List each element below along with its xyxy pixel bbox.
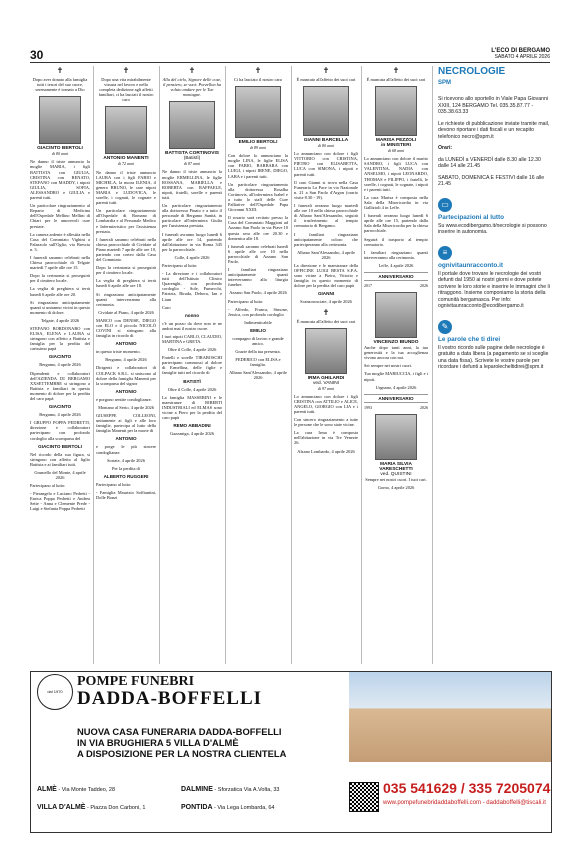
name-highlight: EMILIO [250,327,266,333]
text: I familiari ringraziano anticipatamente coloro che parteciperanno alla cerimonia. [294,231,358,247]
deceased-age: di 80 anni [51,151,69,157]
name-highlight: GIACINTO [48,354,72,360]
ad-brand-line2: DADDA-BOFFELLI [77,688,263,709]
portrait-photo [375,292,417,338]
text: I funerali saranno celebrati nella Chiesa parrocchiale di Telgate martedì 7 aprile alle ore 15. [30,254,90,271]
text: La cara Marisa è composta nella Sala della Misericordia in via Gallizioli 4 in Leffe. [364,194,428,211]
masthead [491,48,550,60]
text: I funerali avranno luogo lunedì 6 aprile alle ore 14, partendo dall'abitazione in via Roma 345 per la parrocchiale. [162,231,222,252]
name-highlight: ANTONIO [115,341,137,347]
obituary-column-6 [364,66,428,664]
portrait-photo [105,106,147,154]
name-highlight: GIACINTO [48,404,72,410]
place-date: Azzano San Paolo, 4 aprile 2026 [229,290,287,296]
building-photo [349,672,551,762]
cross-icon: ✝ [188,66,196,75]
text: Anche dopo tanti anni, la tua generosità e la tua accoglienza vivono ancora con noi. [364,345,428,361]
text: Dopo la cerimonia si proseguirà per il cimitero locale. [30,273,90,284]
portrait-photo [169,101,215,149]
branch-town: DALMINE [181,786,213,793]
cross-icon: ✝ [392,66,400,75]
year-start: 1993 [364,404,372,410]
text: Lo annunciano con dolore i figli CRISTINA con ATTILIO e ALICE, ANGELO, GIORGIO con LIA e i parenti tutti. [294,393,358,414]
place-date: Montano al Serio, 4 aprile 2026 [98,404,154,410]
sidebar-text: Le richieste di pubblicazione inviate tramite mail, devono riportare i dati fiscali e un recapito telefonico necro@spm.it [438,120,550,140]
pen-icon: ✎ [438,320,452,334]
sidebar-text: Si ricevono allo sportello in Viale Papa Giovanni XXIII, 124 BERGAMO Tel. 035.35.87.77 - 035.38.63.33 [438,96,549,115]
name-highlight: BATISTÌ [183,378,201,384]
deceased-age: di 97 anni [317,385,335,391]
hours-text: da LUNEDÌ a VENERDÌ dalle 8.30 alle 12.30 dalle 14 alle 21.45 [438,156,541,169]
text: I funerali saranno celebrati nella chiesa parrocchiale di Cividate al Piano martedì 7 aprile alle ore 10, partendo con corteo dalla Casa del Commiato. [96,236,156,263]
sidebar-heading: Le parole che ti direi [438,335,501,343]
sidebar-title: NECROLOGIE [438,66,506,77]
sidebar-text: Il vostro ricordo sulle pagine delle necrologie è gratuito a data libera (a pagamento se si sceglie una data fissa). Scrivete le vostre parole per ricordare i defunti a leparolecheltidirei@spm.it [438,344,549,370]
hours-text: SABATO, DOMENICA E FESTIVI dalle 16 alle 21.45 [438,174,545,187]
portrait-photo [305,328,347,374]
anniversary-band: ANNIVERSARIO [364,272,428,281]
deceased-age: di 87 anni [183,161,201,167]
text: GIUSEPPE COLLEONI, unitamente ai figli e alle loro famiglie, partecipa al lutto della famiglia Manenti per la morte di [96,413,156,434]
place-date: Grumello del Monte, 4 aprile 2026 [34,469,86,480]
place-date: Scanzorosciate, 4 aprile 2026 [300,299,352,305]
deceased-age: di 68 anni [387,148,405,154]
text: Un particolare ringraziamento all'Ospedale di Romano di Lombardia e al Personale Medico e Infermieristico per l'assistenza prestata. [96,208,156,234]
place-date: Telgate, 4 aprile 2026 [40,317,80,323]
year-end: 2026 [420,282,428,288]
text: I familiari ringraziano anticipatamente quanti interverranno alla liturgia funebre. [228,267,288,288]
deceased-name: EMILIO BERTOLI [238,140,278,146]
portrait-photo [375,86,417,136]
deceased-name: IRMA GHILARDI [307,375,345,381]
text: Per la perdita di [112,465,140,471]
intro-text: Ci ha lasciato il nostro caro [233,77,283,82]
text: - Famiglia Maurizio Soffiantini, Dolle Bonzi [96,489,156,500]
branch-town: ALMÈ [37,786,57,793]
text: Dirigenti e collaboratori di COLPACK S.R.L. si uniscono al dolore della famiglia Manenti per la scomparsa del signor [96,365,156,386]
text: MARCO con DENISE, DIEGO con ELO e il piccolo NICOLÒ COVINI si stringono alla famiglia in ricordo di [96,317,156,339]
text: Ne danno il triste annuncio la moglie ERMELLINA, le figlie ROSSANA, MARIELLA e ROBERTA con RAFFAELE, nipoti, fratelli, sorelle e parenti tutti. [162,169,222,200]
name-highlight: ANTONIO [115,388,137,394]
text: Si ringraziano anticipatamente quanti si uniranno vicini in questo momento di dolore. [30,299,90,315]
text: Partecipano al lutto: [30,483,66,489]
text: I funerali avranno luogo lunedì 6 aprile alle ore 15, partendo dalla Sala della Misericordia per la chiesa parrocchiale. [364,213,428,234]
laptop-icon: ▭ [438,198,452,212]
ad-website[interactable]: www.pompefunebridaddaboffelli.com - daddaboffelli@tiscali.it [383,800,546,806]
name-highlight: GIACINTO BERTOLI [38,443,82,449]
text: Lo annunciano con dolore i figli VITTORIO con CRISTINA, PIETRO con ELISABETTA, LUCA con SIMONA, i nipoti e parenti tutti. [294,151,358,177]
branch-address: - Piazza Don Carboni, 1 [85,805,146,811]
sidebar-heading: Partecipazioni al lutto [438,213,505,221]
text: Partecipano al lutto: [96,481,132,487]
text: Indimenticabile [244,319,272,325]
text: Ne danno il triste annuncio LAURA con i figli FABIO e MICHELA, la nuora ILENIA, il genero BRUNO, le care nipoti MARIA e LUDOVICA, le sorelle, i cognati, le cognate e parenti tutti. [96,169,156,206]
deceased-age: di 89 anni [249,145,267,151]
obituary-column-1 [30,66,90,664]
text: I funerali avranno luogo martedì alle ore 10 nella chiesa parrocchiale di Albano Sant'Alessandro, seguirà il trasferimento al tempio crematorio di Bergamo. [294,203,358,229]
place-date: Oltre il Colle, 4 aprile 2026 [167,386,217,392]
place-date: Albano Sant'Alessandro, 4 aprile 2026 [297,249,355,260]
branch-address: - Via Monte Taddeo, 28 [56,787,116,793]
text: Con dolore lo annunciano la moglie LINA, le figlie ELISA con FABIO, BARBARA con LUIGI, i nipoti IRENE, DIEGO, LARA e i parenti tutti. [228,153,288,179]
intro-text: È mancata all'affetto dei suoi cari [366,77,426,82]
text: Sempre nei nostri cuori. I tuoi cari. [365,476,427,482]
name-highlight: ALBERTO RUGGERI [103,473,149,479]
portrait-photo [303,86,349,136]
branch-town: PONTIDA [181,804,213,811]
branch-town: VILLA D'ALMÈ [37,804,86,811]
deceased-name: ANTONIO MANENTI [103,156,149,162]
newspaper-name: L'ECO DI BERGAMO [491,48,550,54]
text: Caro [162,304,171,310]
text: Il rosario sarà recitato presso la Casa del Commiato Maggioni ad Azzano San Paolo in via Piave 10 questa sera alle ore 20.30 e domenica alle 18. [228,215,288,241]
name-highlight: GIANNI [317,291,335,297]
place-date: Soriate, 4 aprile 2026 [107,457,145,463]
year-start: 2017 [364,282,372,288]
text: - Pierangelo e Luciano Pedretti - Enrica Poppa Pedretti e Andrea Sette - Anna e Clemente Prede - Luigi e Stefania Poppa Pedretti [30,491,90,512]
ad-phone[interactable]: 035 541629 / 335 7205074 [383,780,551,796]
deceased-name: MARIA SILVIA VARESCHETTI [379,461,413,472]
sidebar-text: Il portale dove trovare le necrologie dei vostri defunti dal 1950 ai nostri giorni e dove potete scrivere le loro storie e inserire le immagini che li ritraggono. Insieme componiamo la storia della comunità bergamasca. Per info: ognivitaunracconto@ecodibergamo.it [438,270,550,309]
place-date: Leffe, 4 aprile 2026 [378,262,414,268]
place-date: Gazzaniga, 4 aprile 2026 [170,431,214,437]
text: - Alfredo, Franca, Simone, Jessica, con profondo cordoglio [228,306,288,317]
branch-address: - Via Lega Lombarda, 64 [212,805,275,811]
text: I tuoi nipoti CARLO, CLAUDIO, MARTINA e GRETA. [162,333,222,344]
text: La famiglia MASSERINI e le maestranze di RIBERTI INDUSTRIALI ed ELMAS sono vicine a Piero per la perdita del caro papà [162,394,222,421]
text: I GRUPPO POPPA PEDRETTI, direzione e collaboratori partecipano con profondo cordoglio alla scomparsa del [30,420,90,441]
text: FEDERICO con ELISA e famiglia. [235,357,281,368]
qr-code-icon[interactable] [349,782,379,812]
text: in questo triste momento. [96,349,141,355]
text: Partecipano al lutto: [228,298,264,304]
text: STEFANO BORDONARO con ELISA, ELENA e LAURA si stringono con affetto a Battista e famiglia per la perdita del carissimo papà [30,326,90,352]
branch-address: - Sforzatica Via A.Volta, 33 [212,787,280,793]
name-highlight: ANTONIO [115,436,137,442]
intro-text: È mancata all'affetto dei suoi cari [296,318,356,324]
page-header [30,48,550,63]
text: La veglia di preghiera si terrà lunedì 6 aprile alle ore 20. [30,286,90,297]
ad-addresses [31,782,331,830]
ad-line: NUOVA CASA FUNERARIA DADDA-BOFFELLI [77,726,282,737]
spm-logo: SPM [438,80,452,86]
name-highlight: nonno [184,312,200,318]
deceased-name: MARISA PEZZOLI [375,138,417,144]
text: I funerali saranno celebrati lunedì 6 aprile alle ore 10 nella parrocchiale di Azzano San Paolo. [228,243,288,264]
portrait-photo [375,414,417,460]
place-date: Cividate al Piano, 4 aprile 2026 [98,309,154,315]
place-date: Alzano Lombardo, 4 aprile 2026 [297,448,355,454]
intro-text: È mancato all'affetto dei suoi cari [296,77,356,82]
place-date: Albano Sant'Alessandro, 4 aprile 2026 [229,370,287,381]
deceased-age: di 80 anni [317,143,335,149]
obituary-column-2 [96,66,156,664]
cross-icon: ✝ [56,66,64,75]
place-date: Oltre il Colle, 4 aprile 2026 [167,347,217,353]
deceased-married-name: ved. QUISTINI [380,471,412,477]
text: La cara Irma è composta nell'abitazione in via Tre Venezie 26. [294,430,358,446]
book-icon: ≡ [438,246,452,260]
text: e porgono sentite condoglianze. [96,396,152,402]
text: Tua moglie MARIUCCIA, i figli e i nipoti. [364,371,428,382]
sidebar-text[interactable]: Su www.ecodibergamo.it/necrologie si possono inserire in autonomia. [438,222,547,235]
deceased-name: GIANNI BARCELLA [303,138,349,144]
ad-brand-line1: POMPE FUNEBRI [77,674,195,689]
deceased-nickname: (Batistì) [183,156,201,162]
text: Partecipano al lutto: [162,262,198,268]
funeral-home-ad [30,671,552,833]
intro-text: Dopo aver donato alla famiglia tutti i tesori del suo cuore, serenamente è tornato a Dio [32,77,88,93]
text: La direzione e le maestranze della OFFICINE LUIGI BESTA S.P.A. sono vicine a Pietro, Vittorio e famiglia in questo momento di dolore per la perdita del caro papà [294,262,358,289]
column-divider [361,66,362,664]
anniversary-band: ANNIVERSARIO [364,394,428,403]
text: Ne danno il triste annuncio la moglie MARIA, i figli BATTISTA con GIULIA, CRISTINA con RENATO, STEFANO con MADDY, i nipoti GIULIA, SOFIA, ALESSANDRO e GIULIA e parenti tutti. [30,159,90,201]
column-divider [93,66,94,664]
column-divider [225,66,226,664]
ad-line: A DISPOSIZIONE PER LA NOSTRA CLIENTELA [77,748,287,759]
text: e porge le più sincere condoglianze. [96,444,156,455]
anniversary-years [364,283,428,288]
text: Il caro Gianni si trova nella Casa Funeraria La Pace in via Nazionale n. 21 a San Paolo d'Argon (orario visite 8.30 - 19). [294,179,358,200]
text: Grazie della tua presenza. [235,349,281,355]
cross-icon: ✝ [322,307,330,317]
column-divider [291,66,292,664]
text: Si ringraziano anticipatamente quanti interverranno alla cerimonia. [96,291,156,307]
place-date: Colle, 4 aprile 2026 [174,254,210,260]
place-date: Bergamo, 4 aprile 2026 [39,412,81,418]
issue-date: SABATO 4 APRILE 2026 [494,54,550,60]
text: - La direzione e i collaboratori tutti dell'Istituto Clinico Quarenghi, con profondo cordoglio - Sole, Fumecchi, Patrizia, Birada, Debora, Ian e Liam [162,271,222,302]
text: Dopo la cerimonia si proseguirà per il cimitero locale. [96,265,156,276]
obituary-column-4 [228,66,288,664]
place-date: Gorno, 4 aprile 2026 [377,484,415,490]
necrologie-sidebar [438,66,550,664]
text: Dipendenti e collaboratori dell'AZIENDA DI BERGAMO XXSETTEMBRE si stringono a Battista e familiari in questo momento di dolore per la perdita del caro papà [30,370,90,402]
text: Lo annunciano con dolore il marito SANDRO, i figli LUCA con VALENTINA, NADIA con ANSELMO, i nipoti LEONARDO, THOMAS e FILIPPO, i fratelli, le sorelle, i cognati, le cognate, i nipoti e i parenti tutti. [364,156,428,192]
text: Un particolare ringraziamento al Reparto di Medicina dell'Ospedale Mellino Mellini di Chiari per le amorevoli cure prestate. [30,203,90,229]
text: Seguirà il trasporto al tempio crematorio. [364,236,428,247]
place-date: Bergamo, 4 aprile 2026 [39,362,81,368]
page-number: 30 [30,48,44,62]
cross-icon: ✝ [322,66,330,75]
column-divider [432,66,433,664]
text: Sei sempre nei nostri cuori. [364,363,413,369]
text: La veglia di preghiera si terrà lunedì 6 aprile alle ore 18. [96,278,156,289]
intro-text: Dopo una vita mirabilmente vissuta nel lavoro e nella completa dedizione agli affetti familiari, ci ha lasciati il nostro caro [98,77,154,103]
cross-icon: ✝ [122,66,130,75]
obituary-column-3 [162,66,222,664]
anniversary-years [364,405,428,410]
ad-headline [77,726,347,759]
intro-text: Alla del cielo, Signore delle cose, il pensiero, se vuoi: Porzellon ha voluto andare per le Tue montagne. [162,77,222,98]
text: I familiari ringraziano quanti interverranno alla cerimonia. [364,249,428,260]
ad-line: IN VIA BRUGHIERA 5 VILLA D'ALMÈ [77,737,239,748]
text: Nel ricordo della sua figura, si stringono con affetto al figlio Battista e ai familiari tutti. [30,451,90,467]
text: compagno di lavoro e grande amico. [232,335,284,346]
portrait-photo [235,86,281,138]
name-highlight: REMO ABBADINI [173,423,211,429]
deceased-name: BATTISTA CORTINOVIS [164,151,219,157]
text: Fratelli e sorelle TIRABOSCHI partecipano commossi al dolore di Ermellina, delle figlie e famiglie tutti nel ricordo di [162,355,222,376]
year-end: 2026 [420,404,428,410]
deceased-name: VINCENZO BIUNDO [373,340,419,346]
text: c'è un pozzo da dove non te ne andrai mai il nostro cuore. [162,320,222,331]
text: Un particolare ringraziamento alla dottoressa Pinato e a tutto il personale di Bergamo Sanità, in particolare all'infermiera Giulia per l'assistenza prestata. [162,203,222,229]
place-date: Bergamo, 4 aprile 2026 [105,357,147,363]
text: Un particolare ringraziamento alla dottoressa Rosalba Cortinovis, all'infermiera Isabel e a tutto lo staff delle Cure Palliative dell'Ospedale Papa Giovanni XXIII. [228,181,288,213]
established-seal: dal 1970 [37,674,73,710]
text: La camera ardente è allestita nella Casa del Commiato Vighini a Palazzolo sull'Oglio, via Brescia n. 3. [30,231,90,252]
obituary-column-5 [294,66,358,664]
deceased-married-name: ved. VANINI [312,380,340,386]
cross-icon: ✝ [254,66,262,75]
portrait-photo [39,96,81,144]
hours-label: Orari: [438,145,453,151]
deceased-name: GIACINTO BERTOLI [37,146,83,152]
text: Con sincero ringraziamento a tutte le persone che le sono state vicine. [294,417,358,428]
place-date: Urgnano, 4 aprile 2026 [375,384,417,390]
column-divider [159,66,160,664]
deceased-married-name: in MINISTERI [381,143,411,149]
sidebar-heading[interactable]: ognivitaunracconto.it [438,261,503,269]
deceased-age: di 72 anni [117,161,135,167]
